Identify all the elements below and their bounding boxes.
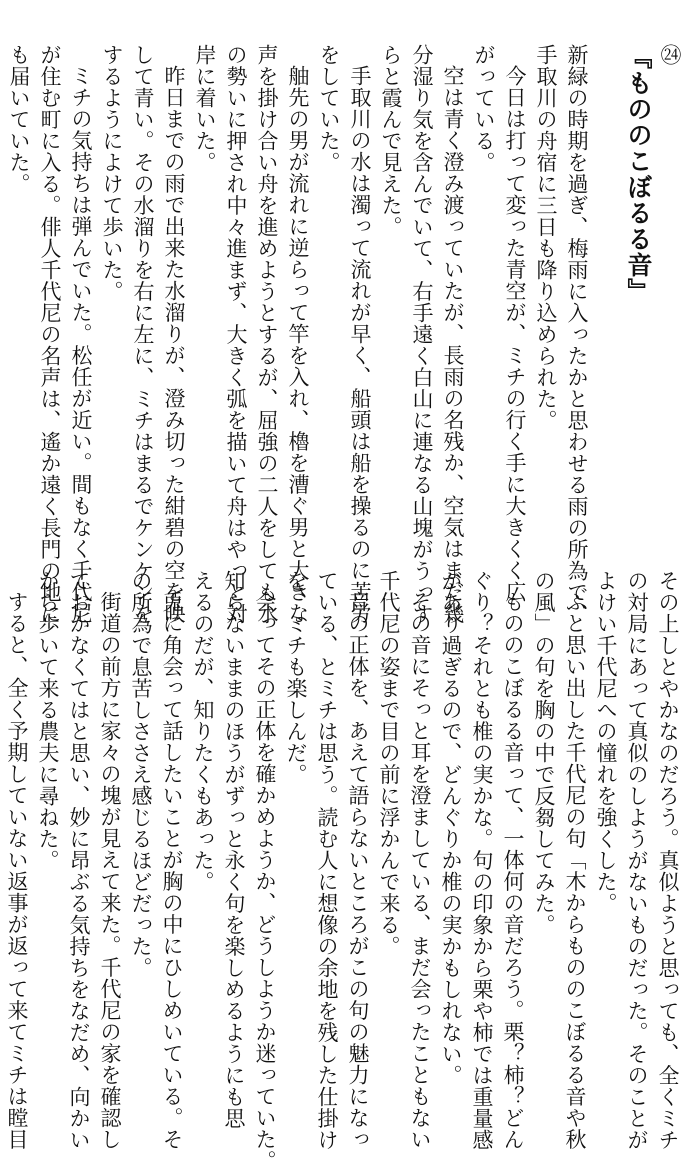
- text-line: 会ってその正体を確かめようか、どうしようか迷っていた。: [253, 591, 277, 1172]
- text-line: も届いていた。: [7, 44, 31, 195]
- text-line: 空は青く澄み渡っていたが、長雨の名残か、空気はまだ幾: [441, 65, 465, 624]
- text-line: の風」の句を胸の中で反芻してみた。: [532, 570, 556, 936]
- text-line: 手取川の舟宿に三日も降り込められた。: [534, 44, 558, 431]
- text-line: 音の正体を、あえて語らないところがこの句の魅力になっ: [346, 591, 370, 1150]
- text-line: の勢いに押され中々進まず、大きく弧を描いて舟はやっと対: [224, 44, 248, 625]
- text-line: 声を掛け合い舟を進めようとするが、屈強の二人をしても水: [255, 44, 279, 625]
- section-number: ㉔: [658, 44, 682, 66]
- lower-text-block: [0, 570, 683, 1172]
- text-line: をしていた。: [317, 44, 341, 173]
- page-title: 『もののこぼるる音』: [624, 44, 653, 304]
- text-line: の対局にあって真似のしようがないものだった。そのことが: [625, 570, 649, 1151]
- text-line: もののこぼるる音って、一体何の音だろう。栗？柿？どん: [501, 591, 525, 1150]
- text-line: 岸に着いた。: [193, 44, 217, 173]
- text-line: の所為で息苦しささえ感じるほどだった。: [129, 570, 153, 979]
- text-line: その音にそっと耳を澄ましている、まだ会ったこともない: [408, 591, 432, 1150]
- text-line: から歩いて来る農夫に尋ねた。: [36, 570, 60, 871]
- text-line: ぐり？それとも椎の実かな。句の印象から栗や柿では重量感: [470, 570, 494, 1151]
- text-line: 今日は打って変った青空が、ミチの行く手に大きくく広: [503, 65, 527, 603]
- text-line: がっている。: [472, 44, 496, 173]
- text-line: ている、とミチは思う。読む人に想像の余地を残した仕掛け: [315, 570, 339, 1151]
- text-line: 舳先の男が流れに逆らって竿を入れ、櫓を漕ぐ男と大きな: [286, 65, 310, 624]
- text-line: 兎に角会って話したいことが胸の中にひしめいている。そ: [160, 591, 184, 1150]
- text-line: 新緑の時期を過ぎ、梅雨に入ったかと思わせる雨の所為で、: [565, 44, 589, 625]
- text-line: [0, 570, 1, 1070]
- text-line: が住む町に入る。俳人千代尼の名声は、遙か遠く長門の地に: [38, 44, 62, 625]
- text-line: よけい千代尼への憧れを強くした。: [594, 570, 618, 914]
- text-line: 千代尼の姿まで目の前に浮かんで来る。: [377, 570, 401, 957]
- text-line: ておかなくてはと思い、妙に昂ぶる気持ちをなだめ、向かい: [67, 570, 91, 1151]
- text-line: [0, 44, 3, 564]
- text-line: ふと思い出した千代尼の句「木からもののこぼるる音や秋: [563, 591, 587, 1150]
- text-line: ミチの気持ちは弾んでいた。松任が近い。間もなく千代尼: [69, 65, 93, 624]
- text-line: 手取川の水は濁って流れが早く、船頭は船を操るのに苦労: [348, 65, 372, 624]
- text-line: するようによけて歩いた。: [100, 44, 124, 302]
- text-line: 分湿り気を含んでいて、右手遠く白山に連なる山塊がうっす: [410, 44, 434, 625]
- text-line: らと霞んで見えた。: [379, 44, 403, 238]
- text-line: 街道の前方に家々の塊が見えて来た。千代尼の家を確認し: [98, 591, 122, 1150]
- text-line: 知らないままのほうがずっと永く句を楽しめるようにも思: [222, 570, 246, 1129]
- text-line: して青い。その水溜りを右に左に、ミチはまるでケンケンを: [131, 44, 155, 625]
- text-line: その上しとやかなのだろう。真似ようと思っても、全くミチ: [656, 570, 680, 1151]
- text-line: すると、全く予期していない返事が返って来てミチは瞠目: [5, 591, 29, 1150]
- text-line: を、ミチも楽しんだ。: [284, 570, 308, 785]
- text-line: 昨日までの雨で出来た水溜りが、澄み切った紺碧の空を映: [162, 65, 186, 624]
- text-line: えるのだが、知りたくもあった。: [191, 570, 215, 893]
- upper-text-block: [0, 44, 685, 625]
- text-line: があり過ぎるので、どんぐりか椎の実かもしれない。: [439, 570, 463, 1086]
